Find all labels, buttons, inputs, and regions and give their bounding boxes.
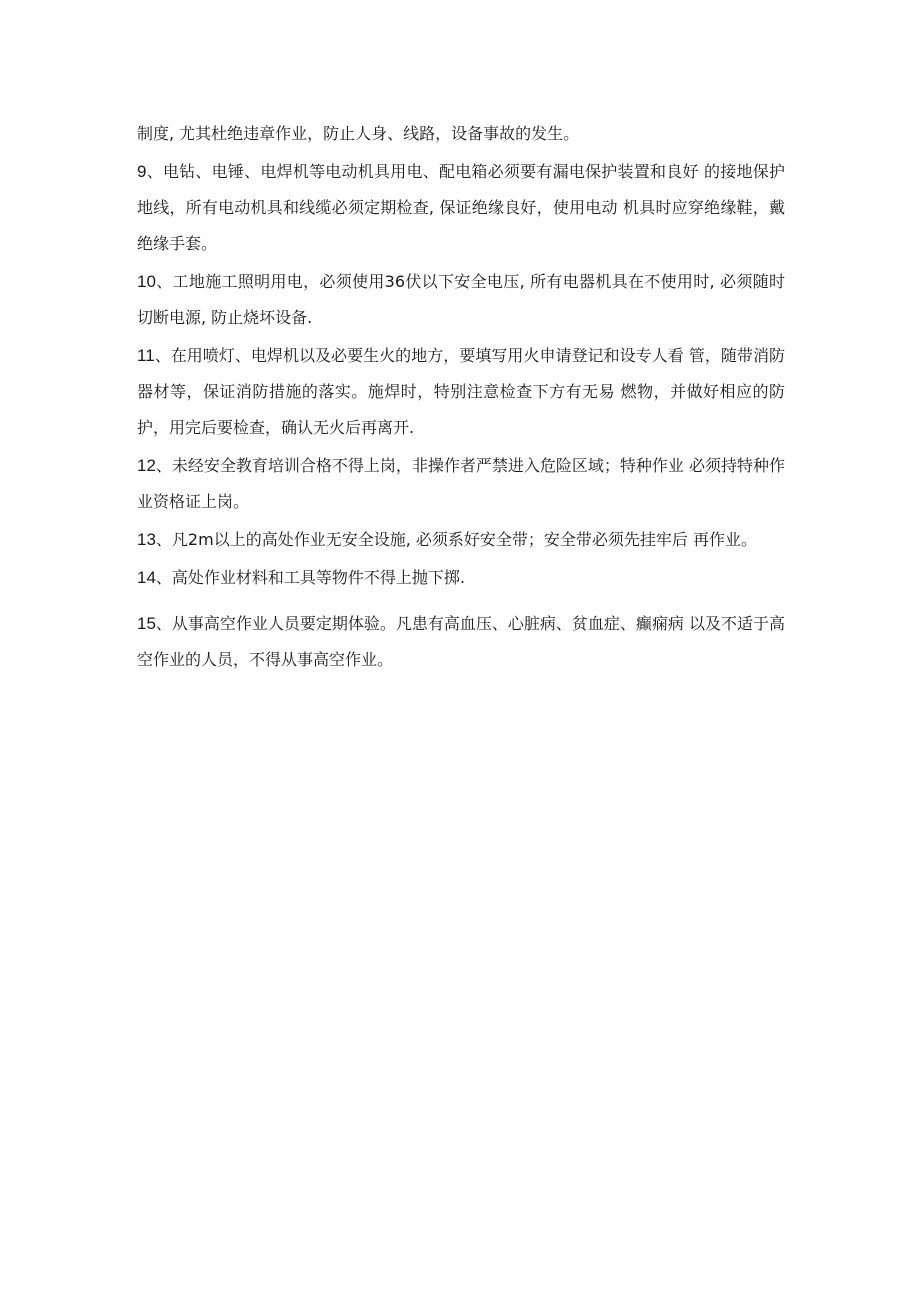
list-item-12	[137, 448, 785, 520]
item-number: 9	[137, 162, 147, 181]
list-item-15	[137, 606, 785, 678]
document-body	[137, 116, 785, 680]
item-number: 15	[137, 614, 156, 633]
list-item-10	[137, 264, 785, 336]
item-text: 、从事高空作业人员要定期体验。凡患有高血压、心脏病、贫血症、癫痫病 以及不适于高空作业的人员，不得从事高空作业。	[137, 614, 786, 669]
item-text: 、电钻、电锤、电焊机等电动机具用电、配电箱必须要有漏电保护装置和良好 的接地保护地线，所有电动机具和线缆必须定期检查, 保证绝缘良好，使用电动 机具时应穿绝缘鞋，戴绝缘手套。	[137, 162, 785, 253]
list-item-13	[137, 522, 785, 558]
item-number: 12	[137, 456, 156, 475]
item-text: 、工地施工照明用电，必须使用36伏以下安全电压, 所有电器机具在不使用时, 必须随时切断电源, 防止烧坏设备.	[137, 272, 785, 327]
list-item-9	[137, 154, 785, 262]
list-item-14	[137, 560, 785, 596]
item-text: 、在用喷灯、电焊机以及必要生火的地方，要填写用火申请登记和设专人看 管，随带消防器材等，保证消防措施的落实。施焊时，特别注意检查下方有无易 燃物，并做好相应的防护，用完后要检查，确认无火后再离开.	[137, 346, 785, 437]
item-number: 11	[137, 346, 155, 365]
paragraph-continuation	[137, 116, 785, 152]
item-text: 、高处作业材料和工具等物件不得上抛下掷.	[155, 568, 466, 587]
item-number: 14	[137, 568, 156, 587]
list-item-11	[137, 338, 785, 446]
item-text: 、未经安全教育培训合格不得上岗，非操作者严禁进入危险区域；特种作业 必须持特种作业资格证上岗。	[137, 456, 786, 511]
item-text: 、凡2m以上的高处作业无安全设施, 必须系好安全带；安全带必须先挂牢后 再作业。	[155, 530, 757, 549]
item-number: 13	[137, 530, 156, 549]
paragraph-text: 制度, 尤其杜绝违章作业，防止人身、线路，设备事故的发生。	[137, 124, 580, 143]
item-number: 10	[137, 272, 156, 291]
